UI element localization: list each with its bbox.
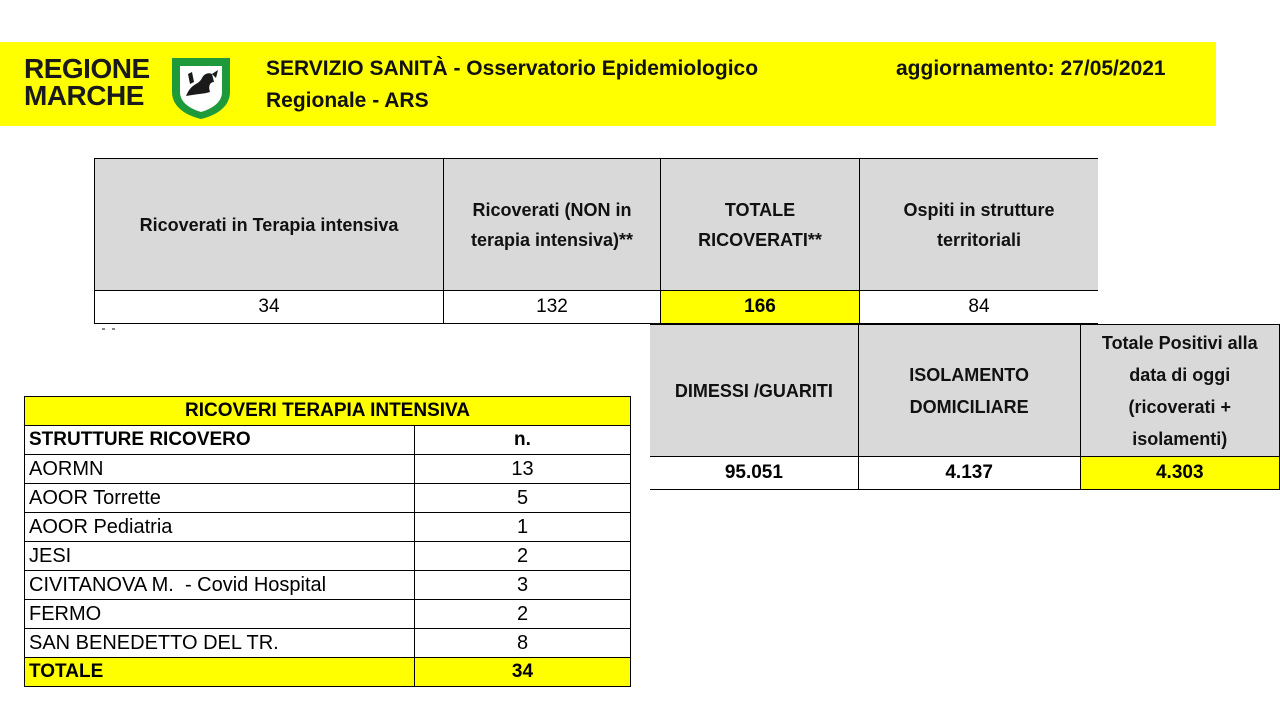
header-count: n. [415,426,631,455]
service-line-2: Regionale - ARS [266,89,429,112]
structure-count: 1 [415,513,631,542]
header-icu: Ricoverati in Terapia intensiva [95,159,444,291]
icu-admissions-table [24,396,631,687]
value-home-isolation: 4.137 [858,457,1080,490]
table-row [25,629,631,658]
header-territorial: Ospiti in strutture territoriali [860,159,1099,291]
regione-marche-emblem-icon [168,52,234,120]
total-row [25,658,631,687]
structure-name: AORMN [25,455,415,484]
structure-name: JESI [25,542,415,571]
header-discharged: DIMESSI /GUARITI [650,325,858,457]
header-structure: STRUTTURE RICOVERO [25,426,415,455]
total-label: TOTALE [25,658,415,687]
icu-table-title: RICOVERI TERAPIA INTENSIVA [25,397,631,426]
regione-marche-logo-text [24,55,164,109]
structure-count: 5 [415,484,631,513]
table-row [25,571,631,600]
header-non-icu: Ricoverati (NON in terapia intensiva)** [444,159,661,291]
header-total-positives: Totale Positivi alla data di oggi (ricoverati + isolamenti) [1080,325,1279,457]
table-title-row [25,397,631,426]
structure-name: CIVITANOVA M. - Covid Hospital [25,571,415,600]
stray-mark [100,327,120,331]
structure-count: 2 [415,542,631,571]
structure-count: 8 [415,629,631,658]
table-header-row [95,159,1099,291]
value-total-positives: 4.303 [1080,457,1279,490]
table-row [650,457,1280,490]
table-row [95,291,1099,324]
logo-line-1: REGIONE [24,53,150,84]
header-total: TOTALE RICOVERATI** [661,159,860,291]
table-row [25,513,631,542]
value-territorial: 84 [860,291,1099,324]
structure-name: AOOR Torrette [25,484,415,513]
table-header-row [25,426,631,455]
service-line-1: SERVIZIO SANITÀ - Osservatorio Epidemiologico [266,57,759,80]
service-title [266,53,846,117]
value-icu: 34 [95,291,444,324]
structure-name: SAN BENEDETTO DEL TR. [25,629,415,658]
header-home-isolation: ISOLAMENTO DOMICILIARE [858,325,1080,457]
structure-name: FERMO [25,600,415,629]
structure-count: 2 [415,600,631,629]
value-total: 166 [661,291,860,324]
table-header-row [650,325,1280,457]
structure-count: 3 [415,571,631,600]
table-row [25,455,631,484]
table-row [25,484,631,513]
hospitalization-summary-table [94,158,1098,324]
structure-name: AOOR Pediatria [25,513,415,542]
update-date: aggiornamento: 27/05/2021 [896,57,1166,80]
positives-summary-table [650,324,1280,490]
structure-count: 13 [415,455,631,484]
table-row [25,600,631,629]
logo-line-2: MARCHE [24,80,144,111]
value-discharged: 95.051 [650,457,858,490]
total-value: 34 [415,658,631,687]
table-row [25,542,631,571]
value-non-icu: 132 [444,291,661,324]
